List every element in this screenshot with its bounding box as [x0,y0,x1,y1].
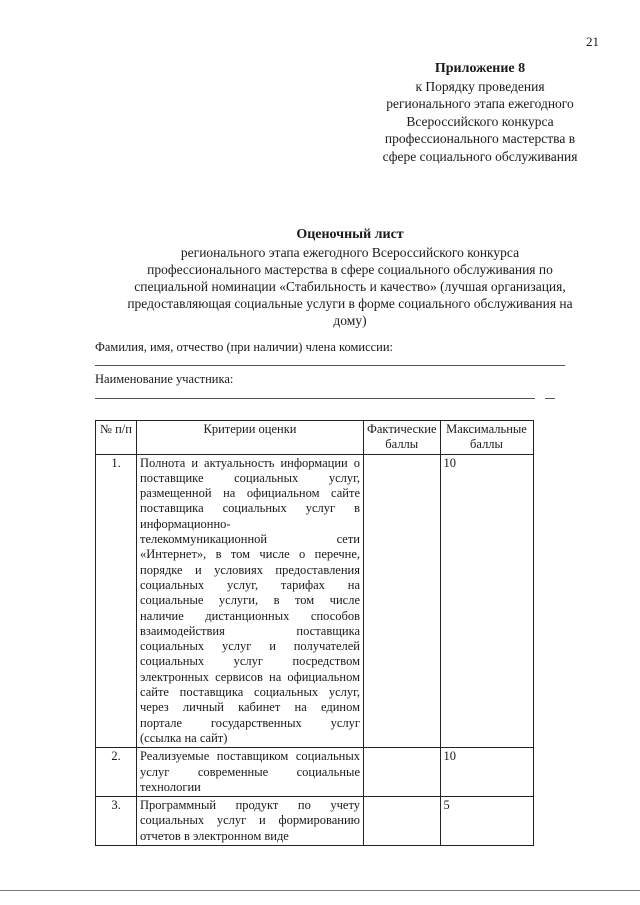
criteria-line: портале государственных услуг [140,715,360,730]
criteria-line: наличие дистанционных способов [140,608,360,623]
header-actual-line: Фактические [367,422,437,436]
appendix-line: профессионального мастерства в [384,131,576,146]
criteria-line: социальных услуг, тарифах на [140,577,360,592]
participant-line [95,398,535,399]
criteria-line: взаимодействия поставщика [140,623,360,638]
row-max-score: 10 [440,454,533,748]
appendix-line: Всероссийского конкурса [406,113,554,129]
criteria-line: услуг современные социальные [140,764,360,779]
row-criteria [137,748,364,797]
criteria-line: социальных услуг посредством [140,654,360,669]
criteria-line: социальные услуги, в том числе [140,593,360,608]
criteria-line: сайте поставщика социальных услуг, [140,685,360,700]
criteria-line: поставщике социальных услуг, [140,470,360,485]
sheet-subtitle-line: регионального этапа ежегодного Всероссийского конкурса [180,245,520,260]
row-actual-score[interactable] [364,797,441,846]
row-actual-score[interactable] [364,748,441,797]
header-max-line: Максимальные [446,422,527,436]
criteria-line: социальных услуг и формированию [140,813,360,828]
appendix-block [355,60,605,165]
criteria-line: телекоммуникационной сети [140,532,360,547]
row-num: 1. [96,454,137,748]
sheet-subtitle-line: профессионального мастерства в сфере социального обслуживания по [147,262,553,277]
appendix-line: регионального этапа ежегодного [386,96,574,111]
table-row [96,454,534,748]
criteria-line: технологии [140,779,201,794]
participant-line-tail [545,398,555,399]
sheet-subtitle-line: предоставляющая социальные услуги в форме социального обслуживания на [127,296,573,311]
row-criteria [137,454,364,748]
header-actual-line: баллы [385,437,419,452]
criteria-line: электронных сервисов на официальном [140,669,360,684]
criteria-line: размещенной на официальном сайте [140,486,360,501]
header-criteria: Критерии оценки [137,421,364,455]
criteria-line: Полнота и актуальность информации о [140,455,360,470]
header-actual [364,421,441,455]
commission-member-line [95,365,565,366]
participant-label: Наименование участника: [95,372,234,386]
header-num: № п/п [96,421,137,455]
sheet-title-block [90,226,610,329]
appendix-title: Приложение 8 [434,61,526,76]
row-num: 2. [96,748,137,797]
criteria-line: через личный кабинет на едином [140,700,360,715]
criteria-line: отчетов в электронном виде [140,828,289,843]
table-row [96,748,534,797]
criteria-line: порядке и условиях предоставления [140,562,360,577]
criteria-line: социальных услуг и получателей [140,639,360,654]
table-row [96,797,534,846]
criteria-line: поставщика социальных услуг в [140,501,360,516]
criteria-line: Реализуемые поставщиком социальных [140,749,360,764]
row-actual-score[interactable] [364,454,441,748]
criteria-line: «Интернет», в том числе о перечне, [140,547,360,562]
row-max-score: 5 [440,797,533,846]
appendix-line: сфере социального обслуживания [382,148,578,164]
page-bottom-rule [0,890,640,891]
criteria-line: информационно- [140,516,231,531]
sheet-subtitle-line: дому) [333,313,367,328]
row-criteria [137,797,364,846]
criteria-line: (ссылка на сайт) [140,730,228,745]
row-max-score: 10 [440,748,533,797]
row-num: 3. [96,797,137,846]
sheet-subtitle-line: специальной номинации «Стабильность и качество» (лучшая организация, [134,279,566,294]
sheet-heading: Оценочный лист [296,227,404,242]
header-max [440,421,533,455]
page-number: 21 [586,34,599,49]
criteria-table [95,420,534,846]
appendix-line: к Порядку проведения [415,78,545,94]
table-header-row [96,421,534,455]
commission-member-label: Фамилия, имя, отчество (при наличии) члена комиссии: [95,340,394,354]
criteria-line: Программный продукт по учету [140,798,360,813]
header-max-line: баллы [470,437,503,452]
